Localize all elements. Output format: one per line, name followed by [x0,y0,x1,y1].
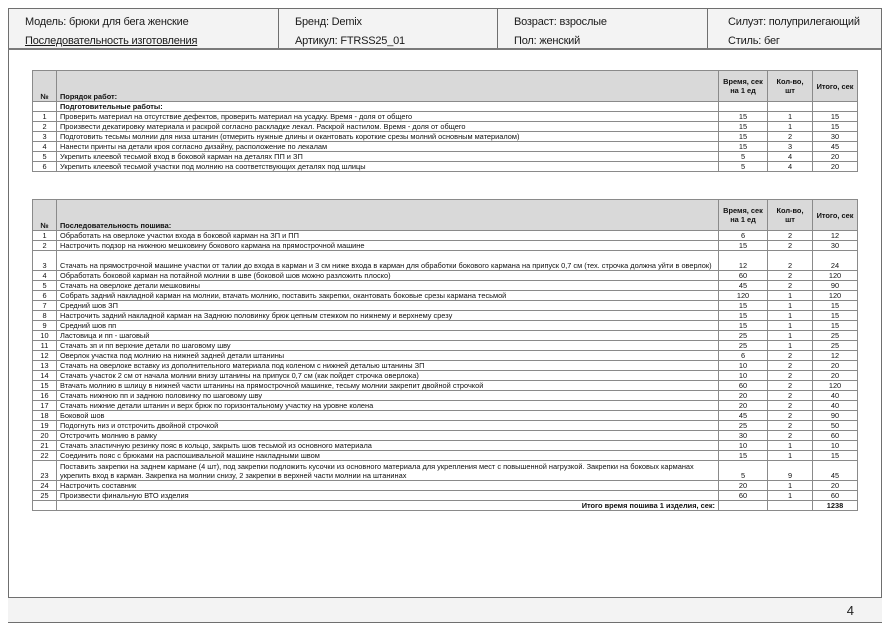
table-row: 2 Настрочить подзор на нижнюю мешковину бокового кармана на прямострочной машине 15 2 30 [33,241,858,251]
col-header-total: Итого, сек [813,71,858,102]
table-row: 1 Обработать на оверлоке участки входа в боковой карман на ЗП и ПП 6 2 12 [33,231,858,241]
prep-table-wrap [32,70,858,172]
header-col-silhouette [708,9,881,48]
table-row: 24 Настрочить составник 20 1 20 [33,481,858,491]
document-header [8,8,882,50]
table-row: 17 Стачать нижние детали штанин и верх брюк по горизонтальному участку на уровне колена 20 2 40 [33,401,858,411]
table-row: 5 Укрепить клеевой тесьмой вход в боковой карман на деталях ПП и ЗП 5 4 20 [33,152,858,162]
table-row: 7 Средний шов ЗП 15 1 15 [33,301,858,311]
table-row: 11 Стачать зп и пп верхние детали по шаговому шву 25 1 25 [33,341,858,351]
article-label: Артикул: FTRSS25_01 [295,35,405,47]
col-header-num: № [33,200,57,231]
table-row: 2 Произвести декатировку материала и раскрой согласно раскладке лекал. Раскрой настилом. Время - доля от общего 15 1 15 [33,122,858,132]
table-row: 4 Обработать боковой карман на потайной молнии в шве (боковой шов можно разложить плоско) 60 2 120 [33,271,858,281]
page-footer [8,597,882,623]
page-number: 4 [846,603,854,618]
sequence-link[interactable]: Последовательность изготовления [25,35,198,47]
prep-table [32,70,858,172]
style-label: Стиль: бег [728,35,780,47]
header-col-brand [279,9,498,48]
brand-label: Бренд: Demix [295,16,362,28]
col-header-desc: Последовательность пошива: [57,200,719,231]
table-row: 6 Укрепить клеевой тесьмой участки под молнию на соответствующих деталях под шлицы 5 4 20 [33,162,858,172]
col-header-total: Итого, сек [813,200,858,231]
gender-label: Пол: женский [514,35,581,47]
header-col-age [498,9,708,48]
age-label: Возраст: взрослые [514,16,607,28]
table-row: 23 Поставить закрепки на заднем кармане (4 шт), под закрепки подложить кусочки из основного материала для укрепления мест с повышенной нагрузкой. Закрепки на боковых карманах укрепить вход в карман. Закрепка на молнии снизу, 2 закрепки в верхней части молнии на штанинах 5 9 45 [33,461,858,481]
header-col-model [9,9,279,48]
col-header-time: Время, сек на 1 ед [719,71,768,102]
col-header-num: № [33,71,57,102]
table-row: 19 Подогнуть низ и отстрочить двойной строчкой 25 2 50 [33,421,858,431]
table-row: 22 Соединить пояс с брюками на распошивальной машине накладными швом 15 1 15 [33,451,858,461]
col-header-qty: Кол-во, шт [768,71,813,102]
table-row: 6 Собрать задний накладной карман на молнии, втачать молнию, поставить закрепки, окантовать боковые срезы кармана тесьмой 120 1 120 [33,291,858,301]
total-label: Итого время пошива 1 изделия, сек: [57,501,719,511]
section-row [33,102,858,112]
table-row: 18 Боковой шов 45 2 90 [33,411,858,421]
col-header-time: Время, сек на 1 ед [719,200,768,231]
table-row: 12 Оверлок участка под молнию на нижней задней детали штанины 6 2 12 [33,351,858,361]
table-row: 20 Отстрочить молнию в рамку 30 2 60 [33,431,858,441]
silhouette-label: Силуэт: полуприлегающий [728,16,860,28]
table-row: 25 Произвести финальную ВТО изделия 60 1 60 [33,491,858,501]
table-row: 14 Стачать участок 2 см от начала молнии внизу штанины на припуск 0,7 см (как пойдет строчка оверлока) 10 2 20 [33,371,858,381]
table-row: 8 Настрочить задний накладной карман на Заднюю половинку брюк цепным стежком по нижнему и верхнему срезу 15 1 15 [33,311,858,321]
total-row [33,501,858,511]
col-header-qty: Кол-во, шт [768,200,813,231]
table-row: 1 Проверить материал на отсутствие дефектов, проверить материал на усадку. Время - доля от общего 15 1 15 [33,112,858,122]
sew-table [32,199,858,511]
model-label: Модель: брюки для бега женские [25,16,189,28]
table-row: 9 Средний шов пп 15 1 15 [33,321,858,331]
table-row: 21 Стачать эластичную резинку пояс в кольцо, закрыть шов тесьмой из основного материала 10 1 10 [33,441,858,451]
table-row: 5 Стачать на оверлоке детали мешковины 45 2 90 [33,281,858,291]
sew-table-wrap [32,199,858,511]
section-title: Подготовительные работы: [57,102,719,112]
total-value: 1238 [813,501,858,511]
table-row: 15 Втачать молнию в шлицу в нижней части штанины на прямострочной машинке, тесьму молнии закрепит двойной строчкой 60 2 120 [33,381,858,391]
table-row: 3 Подготовить тесьмы молнии для низа штанин (отмерить нужные длины и окантовать короткие срезы молний основным материалом) 15 2 30 [33,132,858,142]
col-header-desc: Порядок работ: [57,71,719,102]
table-row: 4 Нанести принты на детали кроя согласно дизайну, расположение по лекалам 15 3 45 [33,142,858,152]
table-row: 13 Стачать на оверлоке вставку из дополнительного материала под коленом с нижней деталью штанины ЗП 10 2 20 [33,361,858,371]
table-row: 3 Стачать на прямострочной машине участки от талии до входа в карман и 3 см ниже входа в карман для обработки бокового кармана на припуск 0,7 см (тех. строчка должна уйти в оверлок) 12 2 24 [33,251,858,271]
table-row: 10 Ластовица и пп - шаговый 25 1 25 [33,331,858,341]
table-row: 16 Стачать нижнюю пп и заднюю половинку по шаговому шву 20 2 40 [33,391,858,401]
